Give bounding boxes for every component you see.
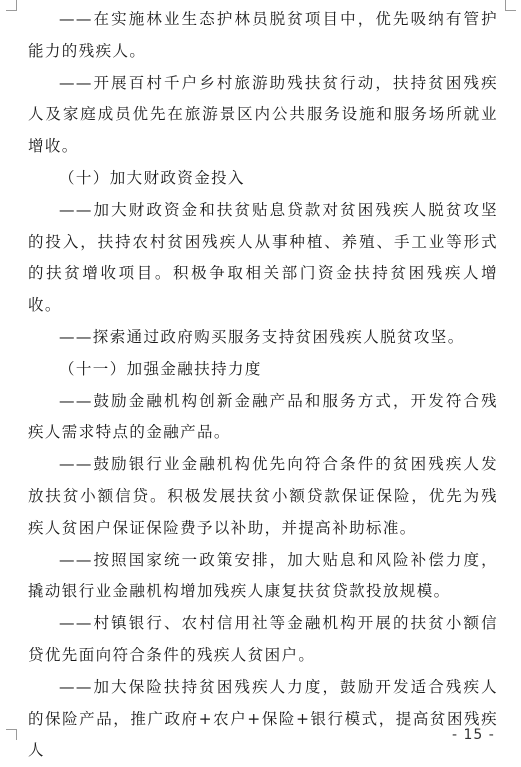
paragraph: ——加大保险扶持贫困残疾人力度，鼓励开发适合残疾人的保险产品，推广政府+农户+保险+银行模式，提高贫困残疾人: [28, 677, 498, 760]
paragraph: ——探索通过政府购买服务支持贫困残疾人脱贫攻坚。: [59, 327, 465, 346]
paragraph: ——加大财政资金和扶贫贴息贷款对贫困残疾人脱贫攻坚的投入，扶持农村贫困残疾人从事种植、养殖、手工业等形式的扶贫增收项目。积极争取相关部门资金扶持贫困残疾人增收。: [28, 200, 498, 315]
paragraph: ——开展百村千户乡村旅游助残扶贫行动，扶持贫困残疾人及家庭成员优先在旅游景区内公共服务设施和服务场所就业增收。: [28, 73, 498, 156]
section-heading: （十一）加强金融扶持力度: [59, 359, 262, 378]
crop-mark-bottom-left: [6, 729, 17, 740]
document-body: [28, 4, 498, 767]
crop-mark-top-right: [505, 0, 516, 11]
paragraph: ——鼓励银行业金融机构优先向符合条件的贫困残疾人发放扶贫小额信贷。积极发展扶贫小额贷款保证保险，优先为残疾人贫困户保证保险费予以补助，并提高补助标准。: [28, 455, 498, 537]
page-number: - 15 -: [452, 727, 495, 743]
paragraph: ——在实施林业生态护林员脱贫项目中，优先吸纳有管护能力的残疾人。: [28, 10, 498, 60]
crop-mark-top-left: [6, 0, 17, 11]
paragraph: ——村镇银行、农村信用社等金融机构开展的扶贫小额信贷优先面向符合条件的残疾人贫困户。: [28, 614, 498, 664]
paragraph: ——按照国家统一政策安排，加大贴息和风险补偿力度，撬动银行业金融机构增加残疾人康复扶贫贷款投放规模。: [28, 550, 498, 601]
section-heading: （十）加大财政资金投入: [59, 168, 245, 187]
paragraph: ——鼓励金融机构创新金融产品和服务方式，开发符合残疾人需求特点的金融产品。: [28, 391, 498, 442]
